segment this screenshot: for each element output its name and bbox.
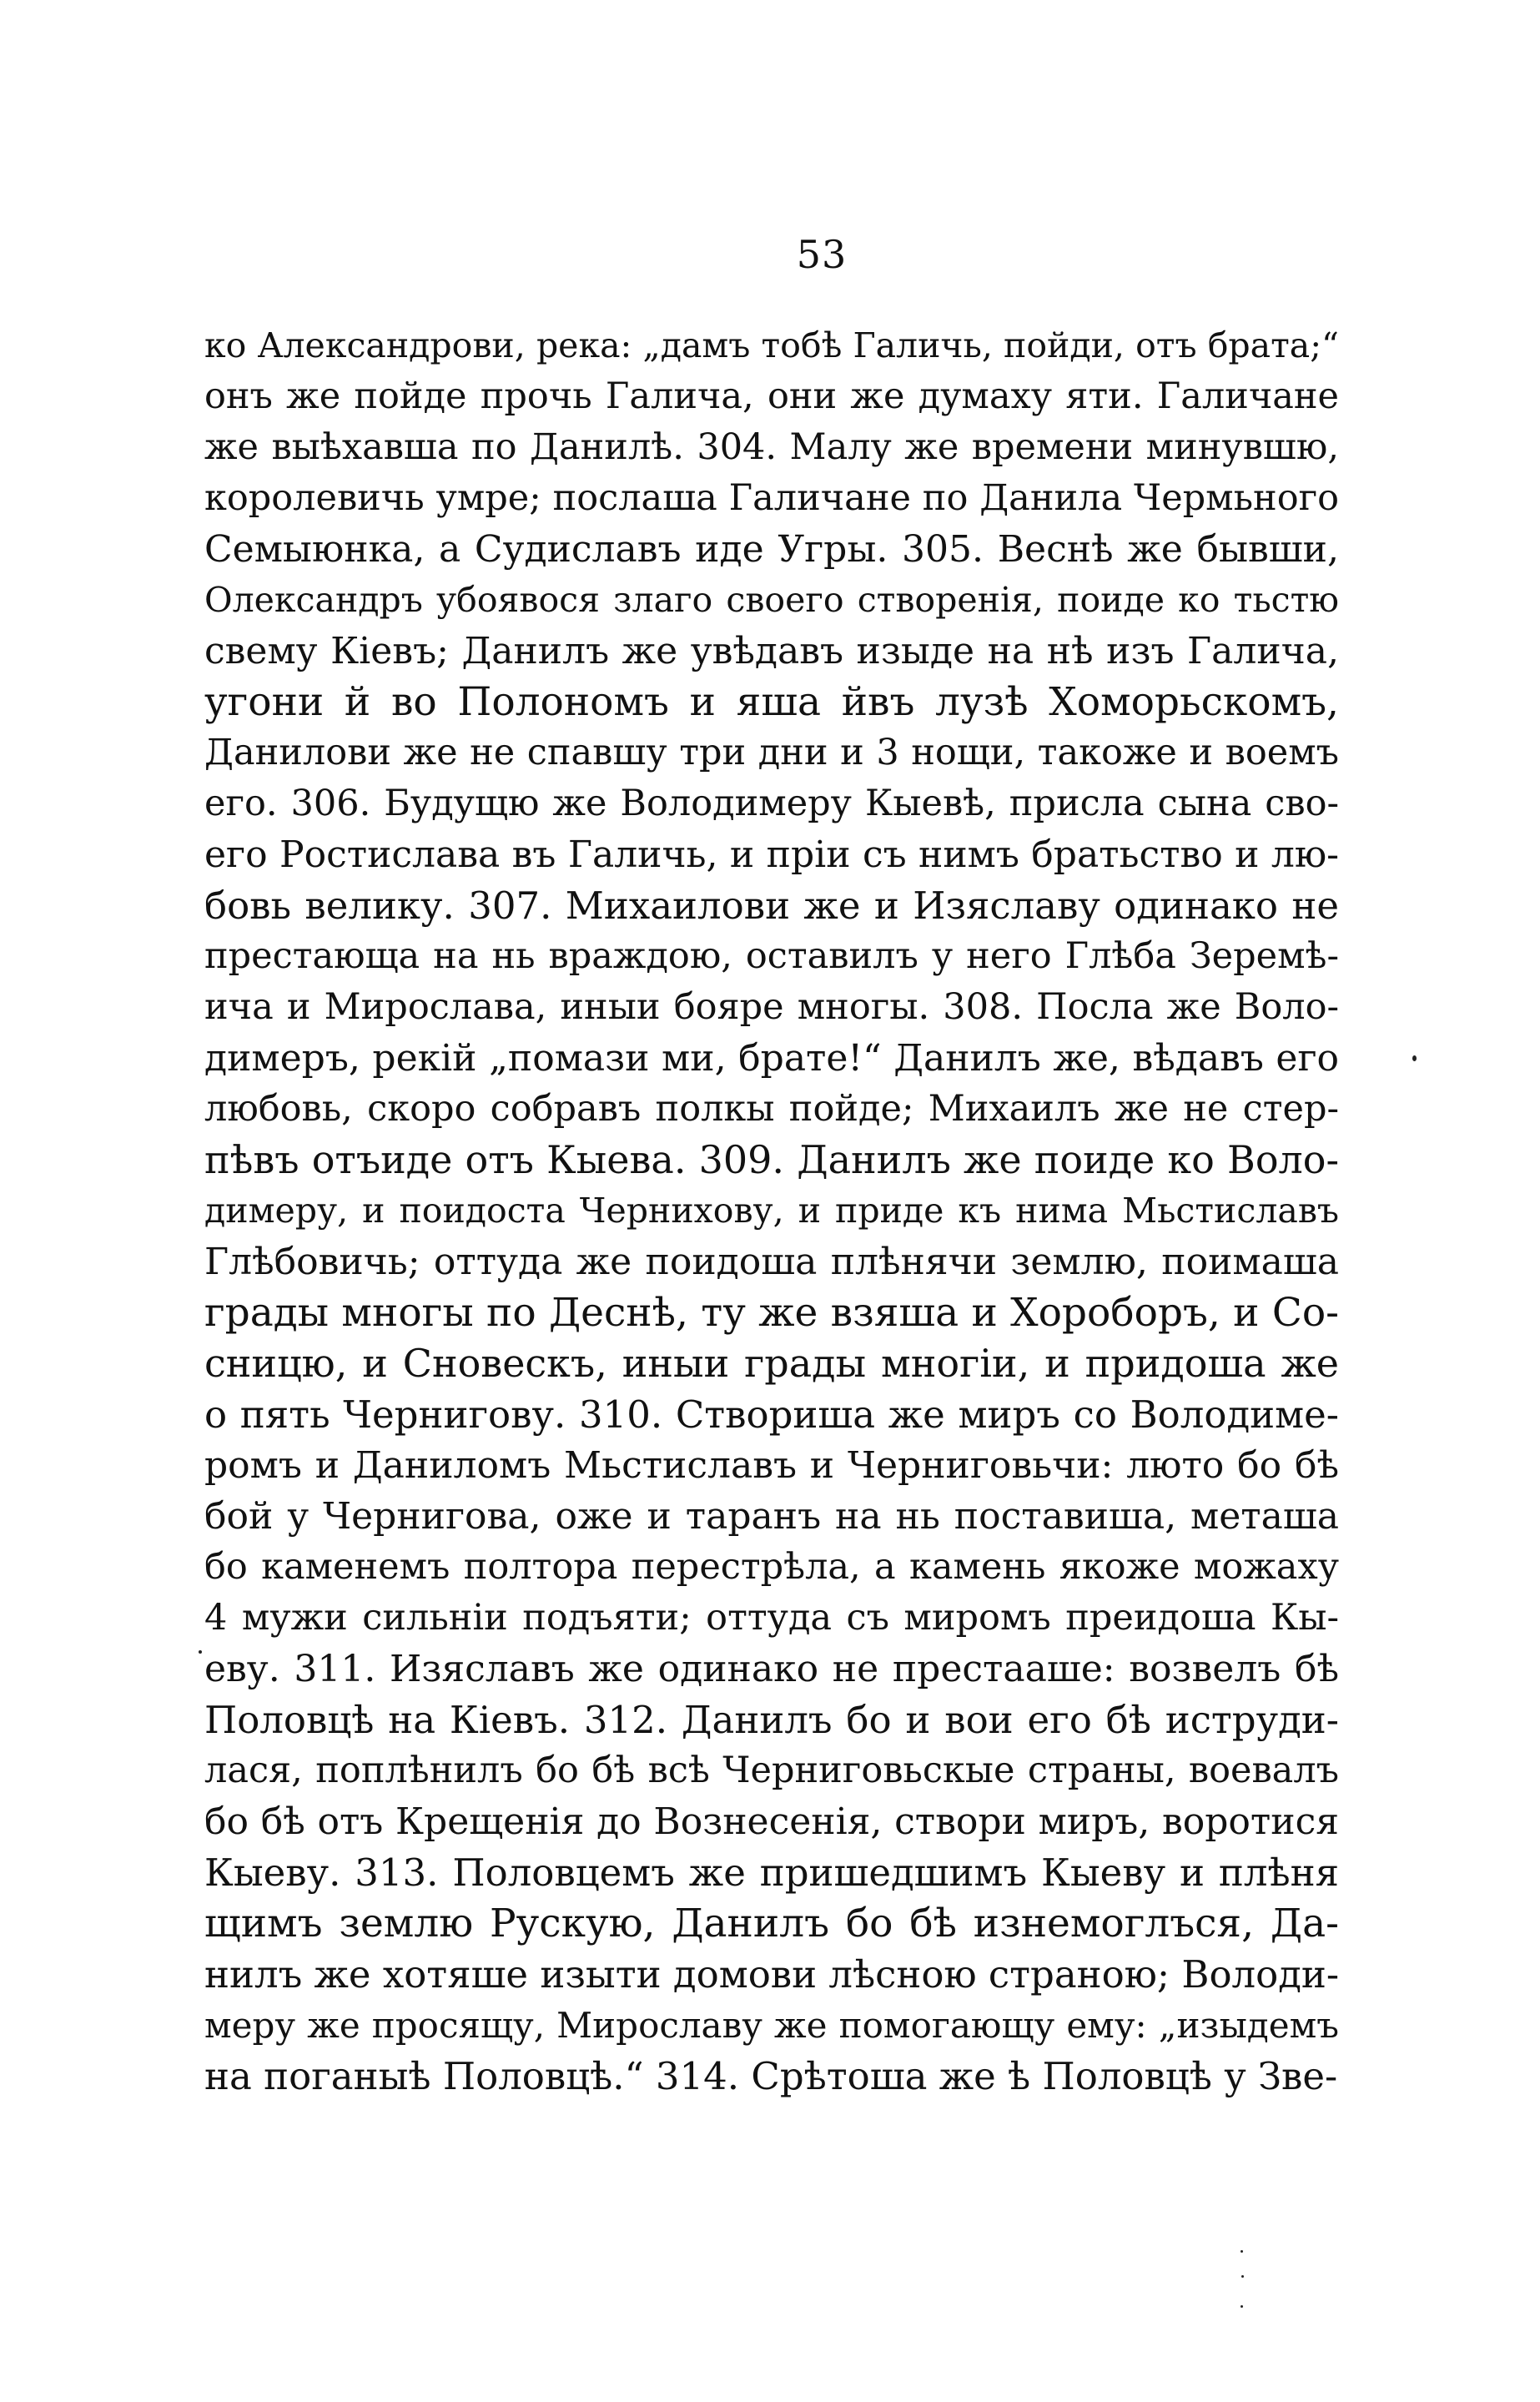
text-line: бой у Чернигова, оже и таранъ на нь поставиша, меташа [204,1495,1339,1538]
text-line: лася, поплѣнилъ бо бѣ всѣ Черниговьскые страны, воевалъ [204,1750,1339,1791]
text-line: о пять Чернигову. 310. Створиша же миръ со Володиме- [204,1392,1339,1437]
text-line: же выѣхавша по Данилѣ. 304. Малу же времени минувшю, [204,426,1339,468]
text-line: грады многы по Деснѣ, ту же взяша и Хороборъ, и Со- [204,1290,1339,1336]
text-line: свему Кіевъ; Данилъ же увѣдавъ изыде на нѣ изъ Галича, [204,630,1339,672]
text-line: его. 306. Будущю же Володимеру Кыевѣ, присла сына сво- [204,783,1339,824]
text-line: его Ростислава въ Галичь, и пріи съ нимъ братьство и лю- [204,833,1339,876]
text-line: ко Александрови, река: „дамъ тобѣ Галичь, пойди, отъ брата;“ [204,325,1339,365]
text-line: Олександръ убоявося злаго своего створенія, поиде ко тьстю [204,580,1339,620]
text-line: онъ же пойде прочь Галича, они же думаху яти. Галичане [204,375,1339,417]
text-line: престающа на нь враждою, оставилъ у него Глѣба Зеремѣ- [204,935,1339,977]
text-line: ромъ и Даниломъ Мьстиславъ и Черниговьчи: люто бо бѣ [204,1444,1339,1487]
print-speck [1241,2275,1244,2278]
text-line: угони й во Полономъ и яша йвъ лузѣ Хоморьскомъ, [204,679,1339,725]
text-line: димеръ, рекій „помази ми, брате!“ Данилъ же, вѣдавъ его [204,1037,1339,1080]
text-line: сницю, и Сновескъ, иныи грады многіи, и придоша же [204,1341,1339,1386]
text-line: меру же просящу, Мирославу же помогающу ему: „изыдемъ [204,2005,1339,2046]
text-line: бо бѣ отъ Крещенія до Вознесенія, створи миръ, воротися [204,1800,1339,1843]
print-speck [1241,2305,1243,2308]
text-line: 4 мужи сильніи подъяти; оттуда съ миромъ преидоша Кы- [204,1597,1339,1639]
text-line: щимъ землю Рускую, Данилъ бо бѣ изнемоглъся, Да- [204,1901,1339,1946]
text-line: королевичь умре; послаша Галичане по Данила Чермьного [204,477,1339,519]
print-speck [1241,2250,1243,2253]
body-text [204,320,1339,2102]
text-line: бовь велику. 307. Михаилови же и Изяславу одинако не [204,884,1339,928]
text-line: Кыеву. 313. Половцемъ же пришедшимъ Кыеву и плѣня [204,1851,1339,1895]
text-line: димеру, и поидоста Чернихову, и приде къ нима Мьстиславъ [204,1191,1339,1231]
print-speck [1412,1055,1417,1061]
text-line: Половцѣ на Кіевъ. 312. Данилъ бо и вои его бѣ иструди- [204,1698,1339,1742]
text-line: еву. 311. Изяславъ же одинако не престааше: возвелъ бѣ [204,1648,1339,1690]
text-line: Данилови же не спавшу три дни и 3 нощи, такоже и воемъ [204,732,1339,773]
text-line: нилъ же хотяше изыти домови лѣсною страною; Володи- [204,1952,1339,1997]
text-line: Глѣбовичь; оттуда же поидоша плѣнячи землю, поимаша [204,1241,1339,1283]
text-line: любовь, скоро собравъ полкы пойде; Михаилъ же не стер- [204,1088,1339,1130]
page-number: 53 [796,232,848,277]
print-speck [199,1650,202,1654]
text-line: пѣвъ отъиде отъ Кыева. 309. Данилъ же поиде ко Воло- [204,1137,1339,1182]
text-line: на поганыѣ Половцѣ.“ 314. Срѣтоша же ѣ Половцѣ у Зве- [204,2054,1338,2098]
text-line: Семыюнка, а Судиславъ иде Угры. 305. Веснѣ же бывши, [204,528,1339,571]
text-line: бо каменемъ полтора перестрѣла, а камень якоже можаху [204,1546,1339,1588]
text-line: ича и Мирослава, иныи бояре многы. 308. Посла же Воло- [204,986,1339,1028]
